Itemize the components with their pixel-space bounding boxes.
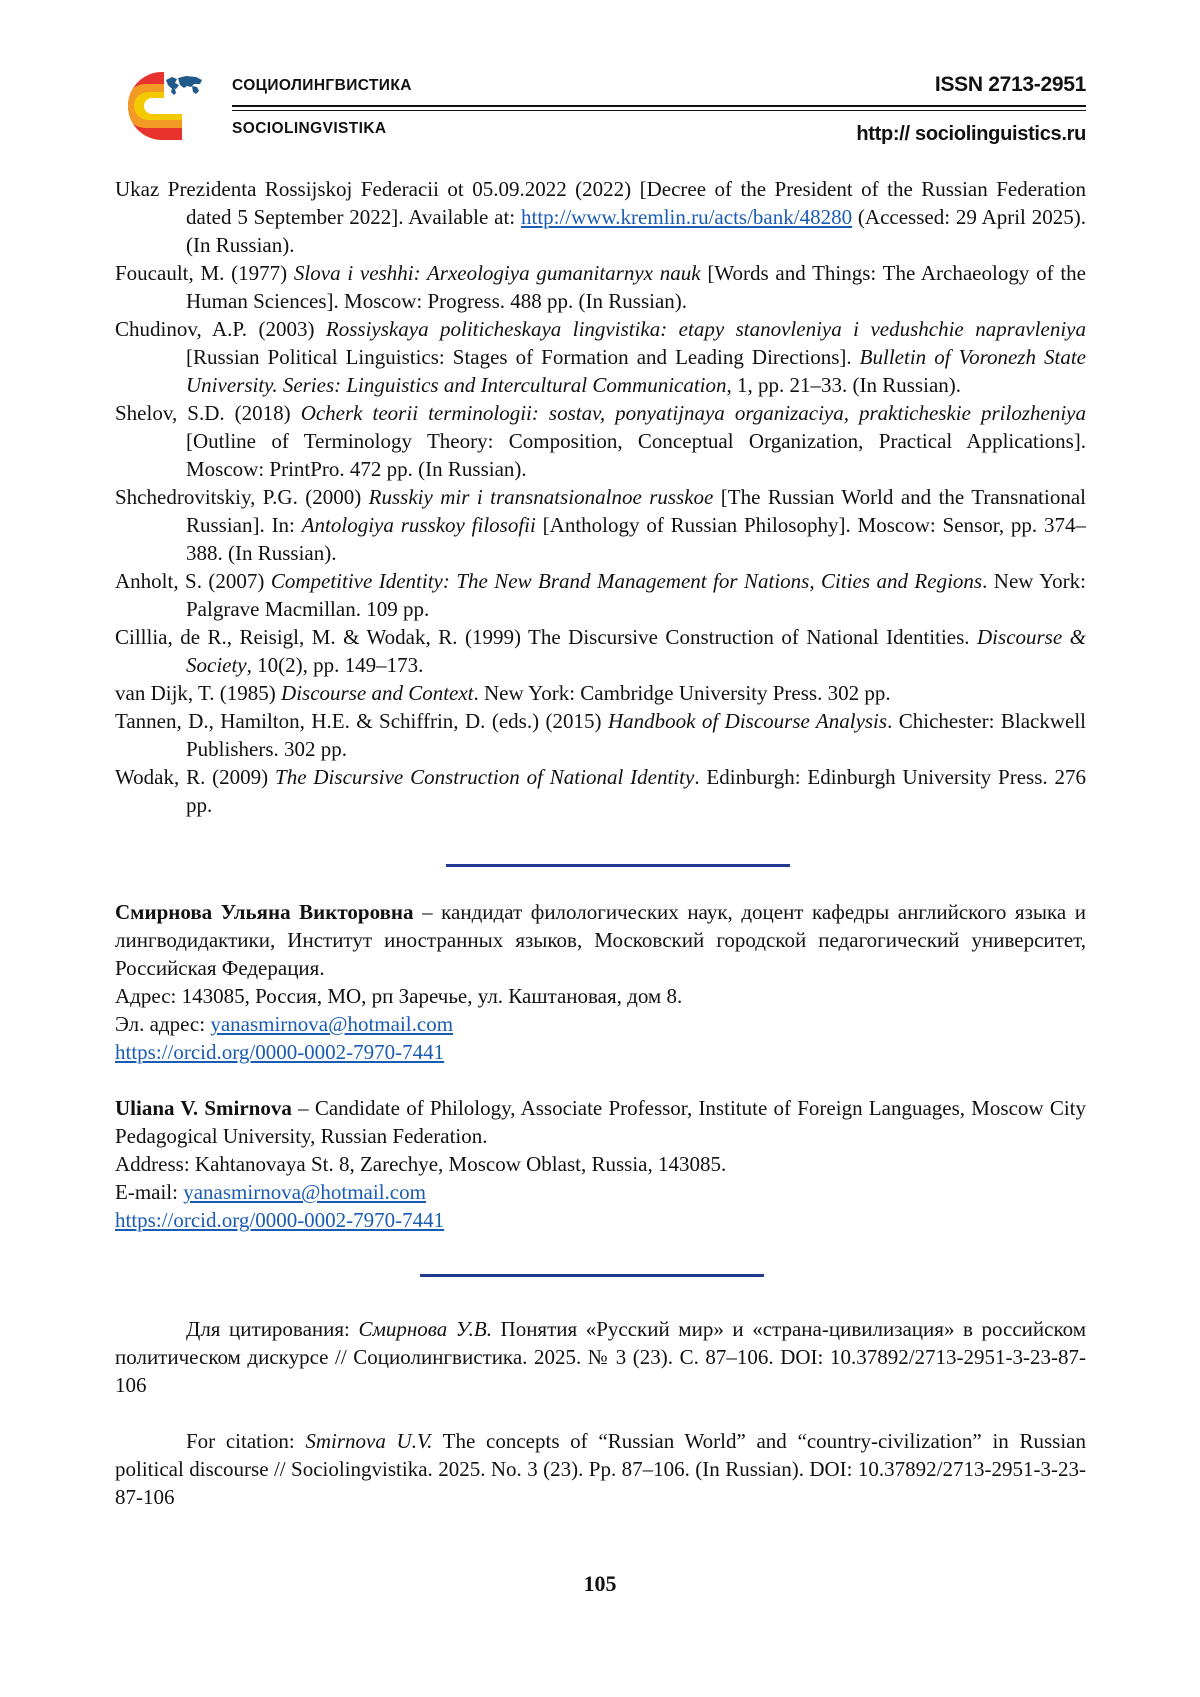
issn: ISSN 2713-2951 — [934, 73, 1086, 96]
email-link[interactable]: yanasmirnova@hotmail.com — [210, 1012, 454, 1036]
reference-item: Shchedrovitskiy, P.G. (2000) Russkiy mir i transnatsionalnoe russkoe [The Russian World and the Transnational Russian]. In: Antologiya russkoy filosofii [Anthology of Russian Philosophy]. Moscow: Sensor, pp. 374–388. (In Russian). — [115, 485, 1086, 565]
reference-link[interactable]: http://www.kremlin.ru/acts/bank/48280 — [520, 205, 853, 229]
section-separator — [420, 1274, 764, 1277]
section-separator — [446, 864, 790, 867]
reference-item: Wodak, R. (2009) The Discursive Construction of National Identity. Edinburgh: Edinburgh University Press. 276 pp. — [115, 765, 1086, 817]
author-address-ru: Адрес: 143085, Россия, МО, рп Заречье, ул. Каштановая, дом 8. — [115, 984, 683, 1008]
reference-item: Foucault, M. (1977) Slova i veshhi: Arxeologiya gumanitarnyx nauk [Words and Things: The Archaeology of the Human Sciences]. Moscow: Progress. 488 pp. (In Russian). — [115, 261, 1086, 313]
citation-ru: Для цитирования: Смирнова У.В. Понятия «Русский мир» и «страна-цивилизация» в российском политическом дискурсе // Социолингвистика. 2025. № 3 (23). С. 87–106. DOI: 10.37892/2713-2951-3-23-87-106 — [115, 1317, 1086, 1397]
author-info-en — [115, 1094, 1086, 1234]
journal-title-en: SOCIOLINGVISTIKA — [232, 120, 387, 137]
orcid-link[interactable]: https://orcid.org/0000-0002-7970-7441 — [115, 1040, 445, 1064]
page-content — [115, 175, 1086, 1511]
author-bio-ru: Смирнова Ульяна Викторовна – кандидат филологических наук, доцент кафедры английского языка и лингводидактики, Институт иностранных языков, Московский городской педагогический университет, Российская Федерация. — [115, 900, 1086, 980]
reference-list — [115, 175, 1086, 819]
page-number: 105 — [583, 1571, 617, 1596]
author-address-en: Address: Kahtanovaya St. 8, Zarechye, Moscow Oblast, Russia, 143085. — [115, 1152, 727, 1176]
author-bio-en: Uliana V. Smirnova – Candidate of Philology, Associate Professor, Institute of Foreign Languages, Moscow City Pedagogical University, Russian Federation. — [115, 1096, 1087, 1148]
citation-en: For citation: Smirnova U.V. The concepts of “Russian World” and “country-civilization” in Russian political discourse // Sociolingvistika. 2025. No. 3 (23). Pp. 87–106. (In Russian). DOI: 10.37892/2713-2951-3-23-87-106 — [115, 1429, 1086, 1509]
author-info-ru — [115, 898, 1086, 1066]
journal-title-ru: СОЦИОЛИНГВИСТИКА — [232, 77, 412, 94]
author-email-en: E-mail: yanasmirnova@hotmail.com — [115, 1180, 426, 1204]
orcid-link[interactable]: https://orcid.org/0000-0002-7970-7441 — [115, 1208, 445, 1232]
author-name-ru: Смирнова Ульяна Викторовна — [115, 900, 414, 924]
author-email-ru: Эл. адрес: yanasmirnova@hotmail.com — [115, 1012, 454, 1036]
header-rule-thin — [232, 110, 1086, 111]
reference-item: Ukaz Prezidenta Rossijskoj Federacii ot 05.09.2022 (2022) [Decree of the President of the Russian Federation dated 5 September 2022]. Available at: http://www.kremlin.ru/acts/bank/48280 (Accessed: 29 April 2025). (In Russian). — [115, 177, 1086, 257]
reference-item: van Dijk, T. (1985) Discourse and Context. New York: Cambridge University Press. 302 pp. — [115, 681, 891, 705]
author-name-en: Uliana V. Smirnova — [115, 1096, 292, 1120]
reference-item: Chudinov, A.P. (2003) Rossiyskaya politicheskaya lingvistika: etapy stanovleniya i vedushchie napravleniya [Russian Political Linguistics: Stages of Formation and Leading Directions]. Bulletin of Voronezh State University. Series: Linguistics and Intercultural Communication, 1, pp. 21–33. (In Russian). — [115, 317, 1086, 397]
reference-item: Tannen, D., Hamilton, H.E. & Schiffrin, D. (eds.) (2015) Handbook of Discourse Analysis. Chichester: Blackwell Publishers. 302 pp. — [115, 709, 1086, 761]
reference-item: Anholt, S. (2007) Competitive Identity: The New Brand Management for Nations, Cities and Regions. New York: Palgrave Macmillan. 109 pp. — [115, 569, 1086, 621]
journal-logo-icon — [112, 70, 212, 142]
reference-item: Shelov, S.D. (2018) Ocherk teorii terminologii: sostav, ponyatijnaya organizaciya, prakticheskie prilozheniya [Outline of Terminology Theory: Composition, Conceptual Organization, Practical Applications]. Moscow: PrintPro. 472 pp. (In Russian). — [115, 401, 1086, 481]
header-rule — [232, 105, 1086, 107]
page-header — [0, 0, 1200, 160]
journal-website: http:// sociolinguistics.ru — [856, 123, 1086, 145]
reference-item: Cilllia, de R., Reisigl, M. & Wodak, R. (1999) The Discursive Construction of National Identities. Discourse & Society, 10(2), pp. 149–173. — [115, 625, 1086, 677]
email-link[interactable]: yanasmirnova@hotmail.com — [183, 1180, 426, 1204]
